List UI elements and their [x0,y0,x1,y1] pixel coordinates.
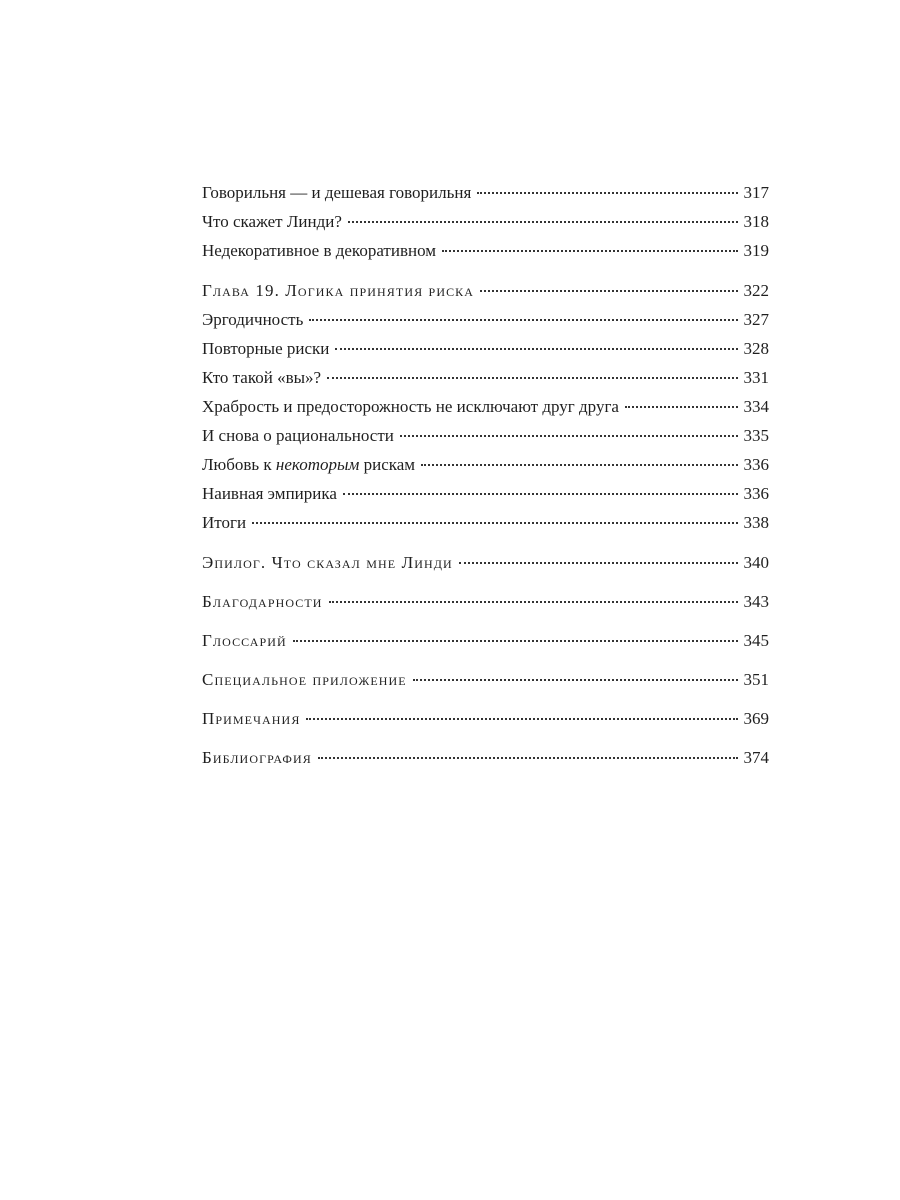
toc-entry [202,305,769,334]
table-of-contents [202,178,769,772]
toc-entry-title: Глоссарий [202,631,287,650]
dot-leader [306,718,737,720]
toc-section-entry [202,626,769,655]
toc-entry-page: 319 [743,241,769,260]
toc-entry-title: Повторные риски [202,339,330,358]
dot-leader [477,192,737,194]
toc-entry [202,207,769,236]
toc-entry-page: 335 [743,426,769,445]
dot-leader [625,406,738,408]
toc-title-part: рискам [359,455,416,474]
toc-entry [202,392,769,421]
toc-entry [202,479,769,508]
toc-entry-title: Кто такой «вы»? [202,368,322,387]
toc-entry-page: 343 [743,592,769,611]
toc-entry-page: 345 [743,631,769,650]
dot-leader [421,464,737,466]
toc-entry [202,236,769,265]
toc-entry-title: Эпилог. Что сказал мне Линди [202,553,453,572]
toc-title-italic: некоторым [275,455,360,474]
toc-entry [202,508,769,537]
toc-section-entry [202,548,769,577]
dot-leader [327,377,737,379]
toc-entry-page: 327 [743,310,769,329]
toc-entry-page: 338 [743,513,769,532]
toc-entry-page: 322 [743,281,769,300]
toc-entry-title: Что скажет Линди? [202,212,342,231]
toc-section-entry [202,587,769,616]
toc-entry-title: Наивная эмпирика [202,484,337,503]
toc-entry-page: 374 [743,748,769,767]
toc-entry-title: Библиография [202,748,312,767]
toc-entry-title: Благодарности [202,592,323,611]
dot-leader [329,601,738,603]
toc-entry [202,421,769,450]
dot-leader [309,319,737,321]
dot-leader [318,757,738,759]
dot-leader [252,522,737,524]
toc-entry-title: Храбрость и предосторожность не исключают друг друга [202,397,619,416]
toc-entry-title: Эргодичность [202,310,304,329]
toc-entry-page: 340 [743,553,769,572]
toc-entry-title: И снова о рациональности [202,426,394,445]
toc-chapter-entry [202,276,769,305]
toc-entry [202,178,769,207]
dot-leader [480,290,737,292]
toc-entry-title: Глава 19. Логика принятия риска [202,281,475,300]
toc-section-entry [202,665,769,694]
toc-entry-title [202,450,415,479]
toc-entry-page: 331 [743,368,769,387]
toc-entry-page: 369 [743,709,769,728]
toc-title-part: Любовь к [202,455,276,474]
dot-leader [413,679,738,681]
toc-entry-title: Специальное приложение [202,670,407,689]
toc-entry-page: 328 [743,339,769,358]
toc-entry-page: 318 [743,212,769,231]
toc-section-entry [202,743,769,772]
dot-leader [348,221,738,223]
toc-entry-page: 351 [743,670,769,689]
dot-leader [343,493,738,495]
toc-entry-page: 317 [743,183,769,202]
toc-entry [202,363,769,392]
dot-leader [459,562,738,564]
toc-section-entry [202,704,769,733]
toc-entry-title: Примечания [202,709,301,728]
dot-leader [400,435,738,437]
toc-entry-title: Говорильня — и дешевая говорильня [202,183,472,202]
toc-entry-page: 334 [743,397,769,416]
dot-leader [335,348,737,350]
toc-entry [202,450,769,479]
toc-entry-page: 336 [743,484,769,503]
dot-leader [442,250,737,252]
toc-entry [202,334,769,363]
dot-leader [293,640,738,642]
toc-entry-title: Итоги [202,513,247,532]
toc-entry-title: Недекоративное в декоративном [202,241,437,260]
toc-entry-page: 336 [743,455,769,474]
